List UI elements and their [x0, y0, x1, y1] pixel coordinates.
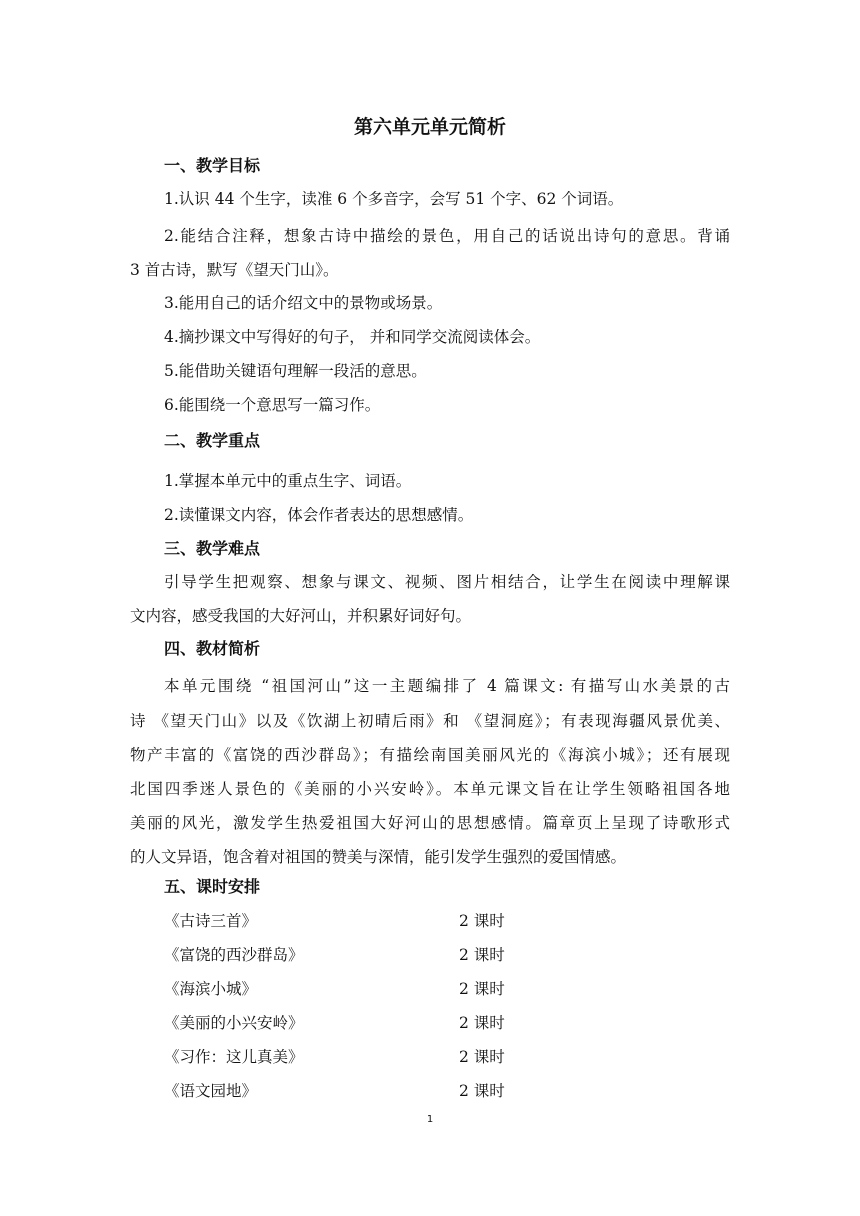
schedule-lesson: 《富饶的西沙群岛》 — [164, 946, 304, 964]
schedule-hours: 2 课时 — [459, 1048, 505, 1066]
schedule-lesson: 《美丽的小兴安岭》 — [164, 1014, 304, 1032]
difficulty-line-2: 文内容，感受我国的大好河山，并积累好词好句。 — [130, 607, 472, 625]
analysis-line-3: 物产丰富的《富饶的西沙群岛》；有描绘南国美丽风光的《海滨小城》；还有展现 — [130, 746, 730, 764]
analysis-line-2: 诗 《望天门山》以及《饮湖上初晴后雨》和 《望洞庭》；有表现海疆风景优美、 — [130, 712, 730, 730]
schedule-lesson: 《语文园地》 — [164, 1082, 258, 1100]
goal-line-6: 6.能围绕一个意思写一篇习作。 — [164, 396, 381, 414]
page-number: 1 — [426, 1114, 434, 1125]
analysis-line-4: 北国四季迷人景色的《美丽的小兴安岭》。本单元课文旨在让学生领略祖国各地 — [130, 780, 730, 798]
key-point-line-1: 1.掌握本单元中的重点生字、词语。 — [164, 472, 412, 490]
section-heading-goals: 一、教学目标 — [164, 156, 261, 175]
key-point-line-2: 2.读懂课文内容，体会作者表达的思想感情。 — [164, 506, 474, 524]
schedule-hours: 2 课时 — [459, 1082, 505, 1100]
schedule-lesson: 《古诗三首》 — [164, 912, 258, 930]
goal-line-1: 1.认识 44 个生字，读准 6 个多音字，会写 51 个字、62 个词语。 — [164, 190, 624, 208]
goal-line-2: 2.能结合注释，想象古诗中描绘的景色，用自己的话说出诗句的意思。背诵 — [164, 227, 730, 245]
section-heading-schedule: 五、课时安排 — [164, 877, 261, 896]
analysis-line-6: 的人文异语，饱含着对祖国的赞美与深情，能引发学生强烈的爱国情感。 — [130, 848, 627, 866]
goal-line-5: 5.能借助关键语句理解一段活的意思。 — [164, 362, 427, 380]
schedule-hours: 2 课时 — [459, 912, 505, 930]
schedule-lesson: 《海滨小城》 — [164, 980, 258, 998]
difficulty-line-1: 引导学生把观察、想象与课文、视频、图片相结合，让学生在阅读中理解课 — [164, 573, 730, 591]
goal-line-4: 4.摘抄课文中写得好的句子， 并和同学交流阅读体会。 — [164, 328, 541, 346]
schedule-lesson: 《习作：这儿真美》 — [164, 1048, 304, 1066]
goal-line-2-cont: 3 首古诗，默写《望天门山》。 — [130, 261, 339, 279]
section-heading-analysis: 四、教材简析 — [164, 639, 261, 658]
section-heading-difficulties: 三、教学难点 — [164, 539, 261, 558]
schedule-hours: 2 课时 — [459, 946, 505, 964]
document-title: 第六单元单元简析 — [353, 116, 506, 138]
schedule-hours: 2 课时 — [459, 980, 505, 998]
analysis-line-1: 本单元围绕 “祖国河山”这一主题编排了 4 篇课文: 有描写山水美景的古 — [164, 677, 730, 695]
analysis-line-5: 美丽的风光，激发学生热爱祖国大好河山的思想感情。篇章页上呈现了诗歌形式 — [130, 814, 730, 832]
goal-line-3: 3.能用自己的话介绍文中的景物或场景。 — [164, 294, 443, 312]
schedule-hours: 2 课时 — [459, 1014, 505, 1032]
section-heading-key-points: 二、教学重点 — [164, 431, 261, 450]
